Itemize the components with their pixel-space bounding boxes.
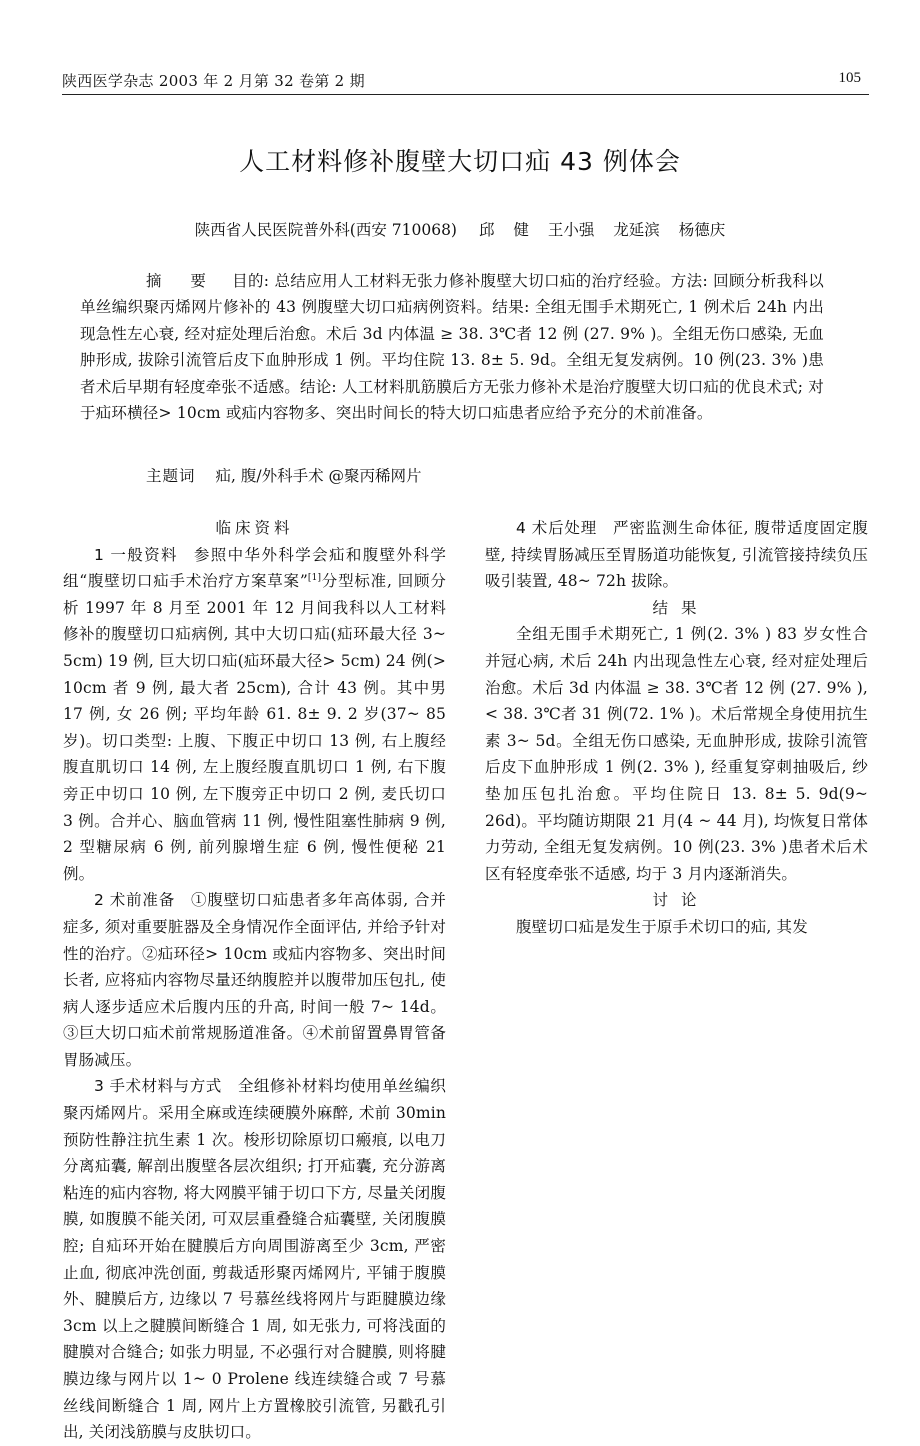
reference-marker: [1]: [307, 573, 322, 584]
keywords-label: 主题词: [146, 467, 196, 485]
keywords-text: 疝, 腹/外科手术 @聚丙稀网片: [215, 467, 422, 485]
paragraph-surgery: [63, 1073, 446, 1445]
paragraph-text: 分型标准, 回顾分析 1997 年 8 月至 2001 年 12 月间我科以人工材料修补的腹壁切口疝病例, 其中大切口疝(疝环最大径 3~ 5cm) 19 例, 巨大切口疝(疝环最大径> 5cm) 24 例(> 10cm 者 9 例, 最大者 25cm), 合计 43 例。其中男 17 例, 女 26 例; 平均年龄 61. 8± 9. 2 岁(37~ 85 岁)。切口类型: 上腹、下腹正中切口 13 例, 右上腹经腹直肌切口 14 例, 左上腹经腹直肌切口 1 例, 右下腹旁正中切口 10 例, 左下腹旁正中切口 2 例, 麦氏切口 3 例。合并心、脑血管病 11 例, 慢性阻塞性肺病 9 例, 2 型糖尿病 6 例, 前列腺增生症 6 例, 慢性便秘 21 例。: [63, 572, 446, 883]
paragraph-text: ①腹壁切口疝患者多年高体弱, 合并症多, 须对重要脏器及全身情况作全面评估, 并给予针对性的治疗。②疝环径> 10cm 或疝内容物多、突出时间长者, 应将疝内容物尽量还纳腹腔并以腹带加压包扎, 使病人逐步适应术后腹内压的升高, 时间一般 7~ 14d。③巨大切口疝术前常规肠道准备。④术前留置鼻胃管备胃肠减压。: [63, 891, 446, 1069]
paragraph-general-data: [63, 542, 446, 888]
abstract-text: 目的: 总结应用人工材料无张力修补腹壁大切口疝的治疗经验。方法: 回顾分析我科以单丝编织聚丙烯网片修补的 43 例腹壁大切口疝病例资料。结果: 全组无围手术期死亡, 1 例术后 24h 内出现急性左心衰, 经对症处理后治愈。术后 3d 内体温 ≥ 38. 3℃者 12 例 (27. 9% )。全组无伤口感染, 无血肿形成, 拔除引流管后皮下血肿形成 1 例。平均住院 13. 8± 5. 9d。全组无复发病例。10 例(23. 3% )患者术后早期有轻度牵张不适感。结论: 人工材料肌筋膜后方无张力修补术是治疗腹壁大切口疝的优良术式; 对于疝环横径> 10cm 或疝内容物多、突出时间长的特大切口疝患者应给予充分的术前准备。: [80, 272, 824, 423]
paragraph-results: 全组无围手术期死亡, 1 例(2. 3% ) 83 岁女性合并冠心病, 术后 24h 内出现急性左心衰, 经对症处理后治愈。术后 3d 内体温 ≥ 38. 3℃者 12 例 (27. 9% ), < 38. 3℃者 31 例(72. 1% )。术后常规全身使用抗生素 3~ 5d。全组无伤口感染, 无血肿形成, 拔除引流管后皮下血肿形成 1 例(2. 3% ), 经重复穿刺抽吸后, 纱垫加压包扎治愈。平均住院日 13. 8± 5. 9d(9~ 26d)。平均随访期限 21 月(4 ~ 44 月), 均恢复日常体力劳动, 全组无复发病例。10 例(23. 3% )患者术后术区有轻度牵张不适感, 均于 3 月内逐渐消失。: [485, 625, 868, 883]
subheading-preoperative: 2 术前准备: [94, 891, 176, 910]
subheading-surgery: 3 手术材料与方式: [94, 1077, 222, 1096]
paragraph-postoperative: [485, 515, 868, 595]
abstract-label: 摘 要: [146, 272, 218, 290]
article-title: 人工材料修补腹壁大切口疝 43 例体会: [239, 147, 681, 176]
paragraph-text: 全组修补材料均使用单丝编织聚丙烯网片。采用全麻或连续硬膜外麻醉, 术前 30min 预防性静注抗生素 1 次。梭形切除原切口瘢痕, 以电刀分离疝囊, 解剖出腹壁各层次组织; 打开疝囊, 充分游离粘连的疝内容物, 将大网膜平铺于切口下方, 尽量关闭腹膜, 如腹膜不能关闭, 可双层重叠缝合疝囊壁, 关闭腹膜腔; 自疝环开始在腱膜后方向周围游离至少 3cm, 严密止血, 彻底冲洗创面, 剪裁适形聚丙烯网片, 平铺于腹膜外、腱膜后方, 边缘以 7 号慕丝线将网片与距腱膜边缘 3cm 以上之腱膜间断缝合 1 周, 如无张力, 可将浅面的腱膜对合缝合; 如张力明显, 不必强行对合腱膜, 则将腱膜边缘与网片以 1~ 0 Prolene 线连续缝合或 7 号慕丝线间断缝合 1 周, 网片上方置橡胶引流管, 另戳孔引出, 关闭浅筋膜与皮肤切口。: [63, 1077, 447, 1442]
paragraph-text: 严密监测生命体征, 腹带适度固定腹壁, 持续胃肠减压至胃肠道功能恢复, 引流管接持续负压吸引装置, 48~ 72h 拔除。: [485, 519, 868, 591]
paragraph-text: 参照中华外科学会疝和腹壁外科学组“腹壁切口疝手术治疗方案草案”: [63, 545, 446, 591]
section-heading-results: 结 果: [652, 598, 701, 617]
author-line: [0, 218, 920, 240]
author-names: 邱 健 王小强 龙延滨 杨德庆: [478, 221, 726, 239]
running-header: [62, 70, 869, 95]
journal-citation: 陕西医学杂志 2003 年 2 月第 32 卷第 2 期: [62, 72, 365, 90]
affiliation: 陕西省人民医院普外科(西安 710068): [194, 221, 457, 239]
abstract: [80, 268, 824, 426]
body-column-right: [485, 515, 868, 941]
body-column-left: [63, 515, 446, 1446]
subheading-general-data: 1 一般资料: [94, 545, 178, 564]
page-number: 105: [838, 70, 861, 86]
keywords: [146, 464, 422, 486]
paragraph-preoperative: [63, 887, 446, 1073]
section-heading-discussion: 讨 论: [652, 891, 701, 910]
section-heading-materials: 临床资料: [215, 519, 294, 537]
paragraph-discussion: 腹壁切口疝是发生于原手术切口的疝, 其发: [516, 917, 808, 936]
subheading-postoperative: 4 术后处理: [516, 519, 598, 537]
